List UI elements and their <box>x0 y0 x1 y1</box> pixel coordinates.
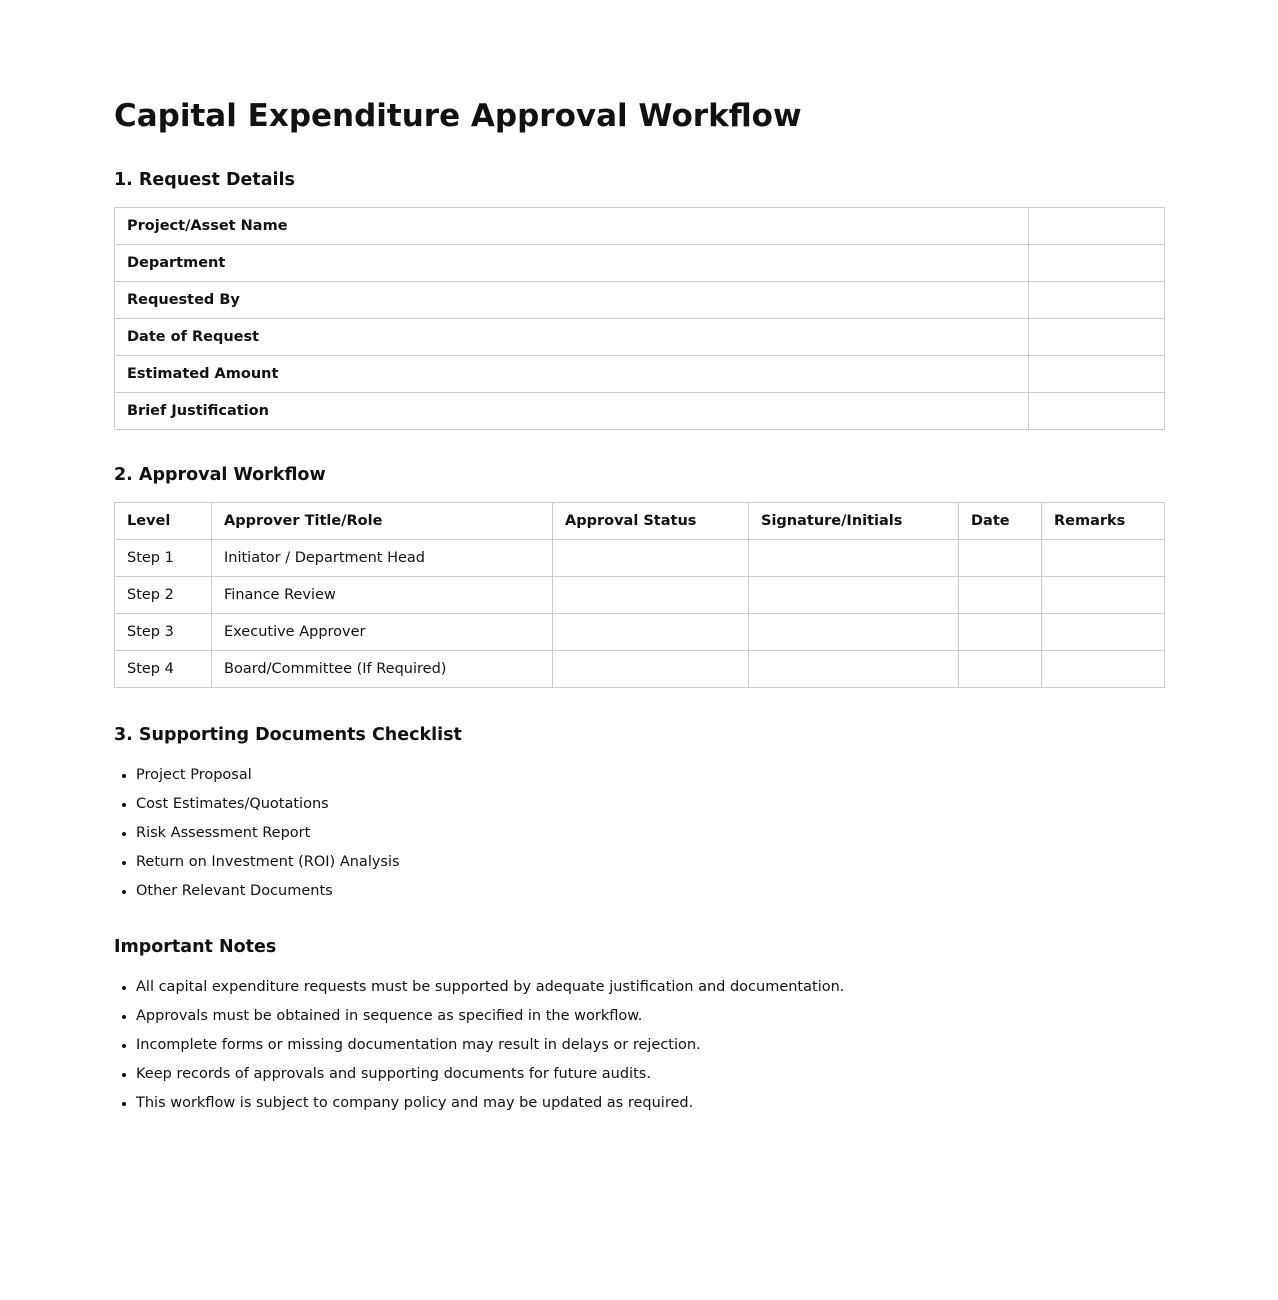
table-row <box>115 208 1165 245</box>
list-item: • Risk Assessment Report <box>136 819 1164 848</box>
list-item: • Other Relevant Documents <box>136 877 1164 906</box>
column-header-level: Level <box>115 503 212 540</box>
cell-date <box>959 540 1042 577</box>
list-item: • All capital expenditure requests must be supported by adequate justification and documentation. <box>136 973 1164 1002</box>
row-label: Brief Justification <box>115 393 1029 430</box>
approval-workflow-heading: 2. Approval Workflow <box>114 465 326 485</box>
row-label: Project/Asset Name <box>115 208 1029 245</box>
list-item: • This workflow is subject to company policy and may be updated as required. <box>136 1089 1164 1118</box>
row-label: Requested By <box>115 282 1029 319</box>
column-header-remarks: Remarks <box>1042 503 1165 540</box>
cell-status <box>553 577 749 614</box>
cell-role: Initiator / Department Head <box>212 540 553 577</box>
cell-date <box>959 651 1042 688</box>
row-label: Date of Request <box>115 319 1029 356</box>
row-value <box>1029 356 1165 393</box>
table-row <box>115 319 1165 356</box>
table-row <box>115 651 1165 688</box>
cell-remarks <box>1042 651 1165 688</box>
cell-level: Step 1 <box>115 540 212 577</box>
column-header-signature: Signature/Initials <box>749 503 959 540</box>
column-header-role: Approver Title/Role <box>212 503 553 540</box>
table-row <box>115 540 1165 577</box>
supporting-documents-list <box>114 761 1164 906</box>
page-title: Capital Expenditure Approval Workflow <box>114 98 802 134</box>
document <box>114 94 1164 1118</box>
cell-role: Board/Committee (If Required) <box>212 651 553 688</box>
cell-signature <box>749 540 959 577</box>
cell-status <box>553 540 749 577</box>
important-notes-list <box>114 973 1164 1118</box>
row-label: Estimated Amount <box>115 356 1029 393</box>
cell-level: Step 2 <box>115 577 212 614</box>
cell-signature <box>749 577 959 614</box>
table-row <box>115 282 1165 319</box>
cell-remarks <box>1042 577 1165 614</box>
table-row <box>115 356 1165 393</box>
row-value <box>1029 208 1165 245</box>
cell-status <box>553 651 749 688</box>
cell-level: Step 4 <box>115 651 212 688</box>
cell-role: Finance Review <box>212 577 553 614</box>
table-row <box>115 577 1165 614</box>
cell-status <box>553 614 749 651</box>
column-header-date: Date <box>959 503 1042 540</box>
cell-signature <box>749 651 959 688</box>
row-value <box>1029 393 1165 430</box>
cell-date <box>959 614 1042 651</box>
row-value <box>1029 319 1165 356</box>
table-header-row <box>115 503 1165 540</box>
request-details-table <box>114 207 1165 430</box>
cell-signature <box>749 614 959 651</box>
list-item: • Project Proposal <box>136 761 1164 790</box>
cell-role: Executive Approver <box>212 614 553 651</box>
approval-workflow-table <box>114 502 1165 688</box>
row-value <box>1029 245 1165 282</box>
row-label: Department <box>115 245 1029 282</box>
cell-remarks <box>1042 614 1165 651</box>
cell-date <box>959 577 1042 614</box>
table-row <box>115 245 1165 282</box>
list-item: • Keep records of approvals and supporting documents for future audits. <box>136 1060 1164 1089</box>
important-notes-heading: Important Notes <box>114 937 277 957</box>
list-item: • Approvals must be obtained in sequence as specified in the workflow. <box>136 1002 1164 1031</box>
cell-level: Step 3 <box>115 614 212 651</box>
request-details-heading: 1. Request Details <box>114 170 295 190</box>
table-row <box>115 614 1165 651</box>
supporting-documents-heading: 3. Supporting Documents Checklist <box>114 725 462 745</box>
column-header-status: Approval Status <box>553 503 749 540</box>
row-value <box>1029 282 1165 319</box>
list-item: • Return on Investment (ROI) Analysis <box>136 848 1164 877</box>
cell-remarks <box>1042 540 1165 577</box>
table-row <box>115 393 1165 430</box>
list-item: • Cost Estimates/Quotations <box>136 790 1164 819</box>
list-item: • Incomplete forms or missing documentation may result in delays or rejection. <box>136 1031 1164 1060</box>
